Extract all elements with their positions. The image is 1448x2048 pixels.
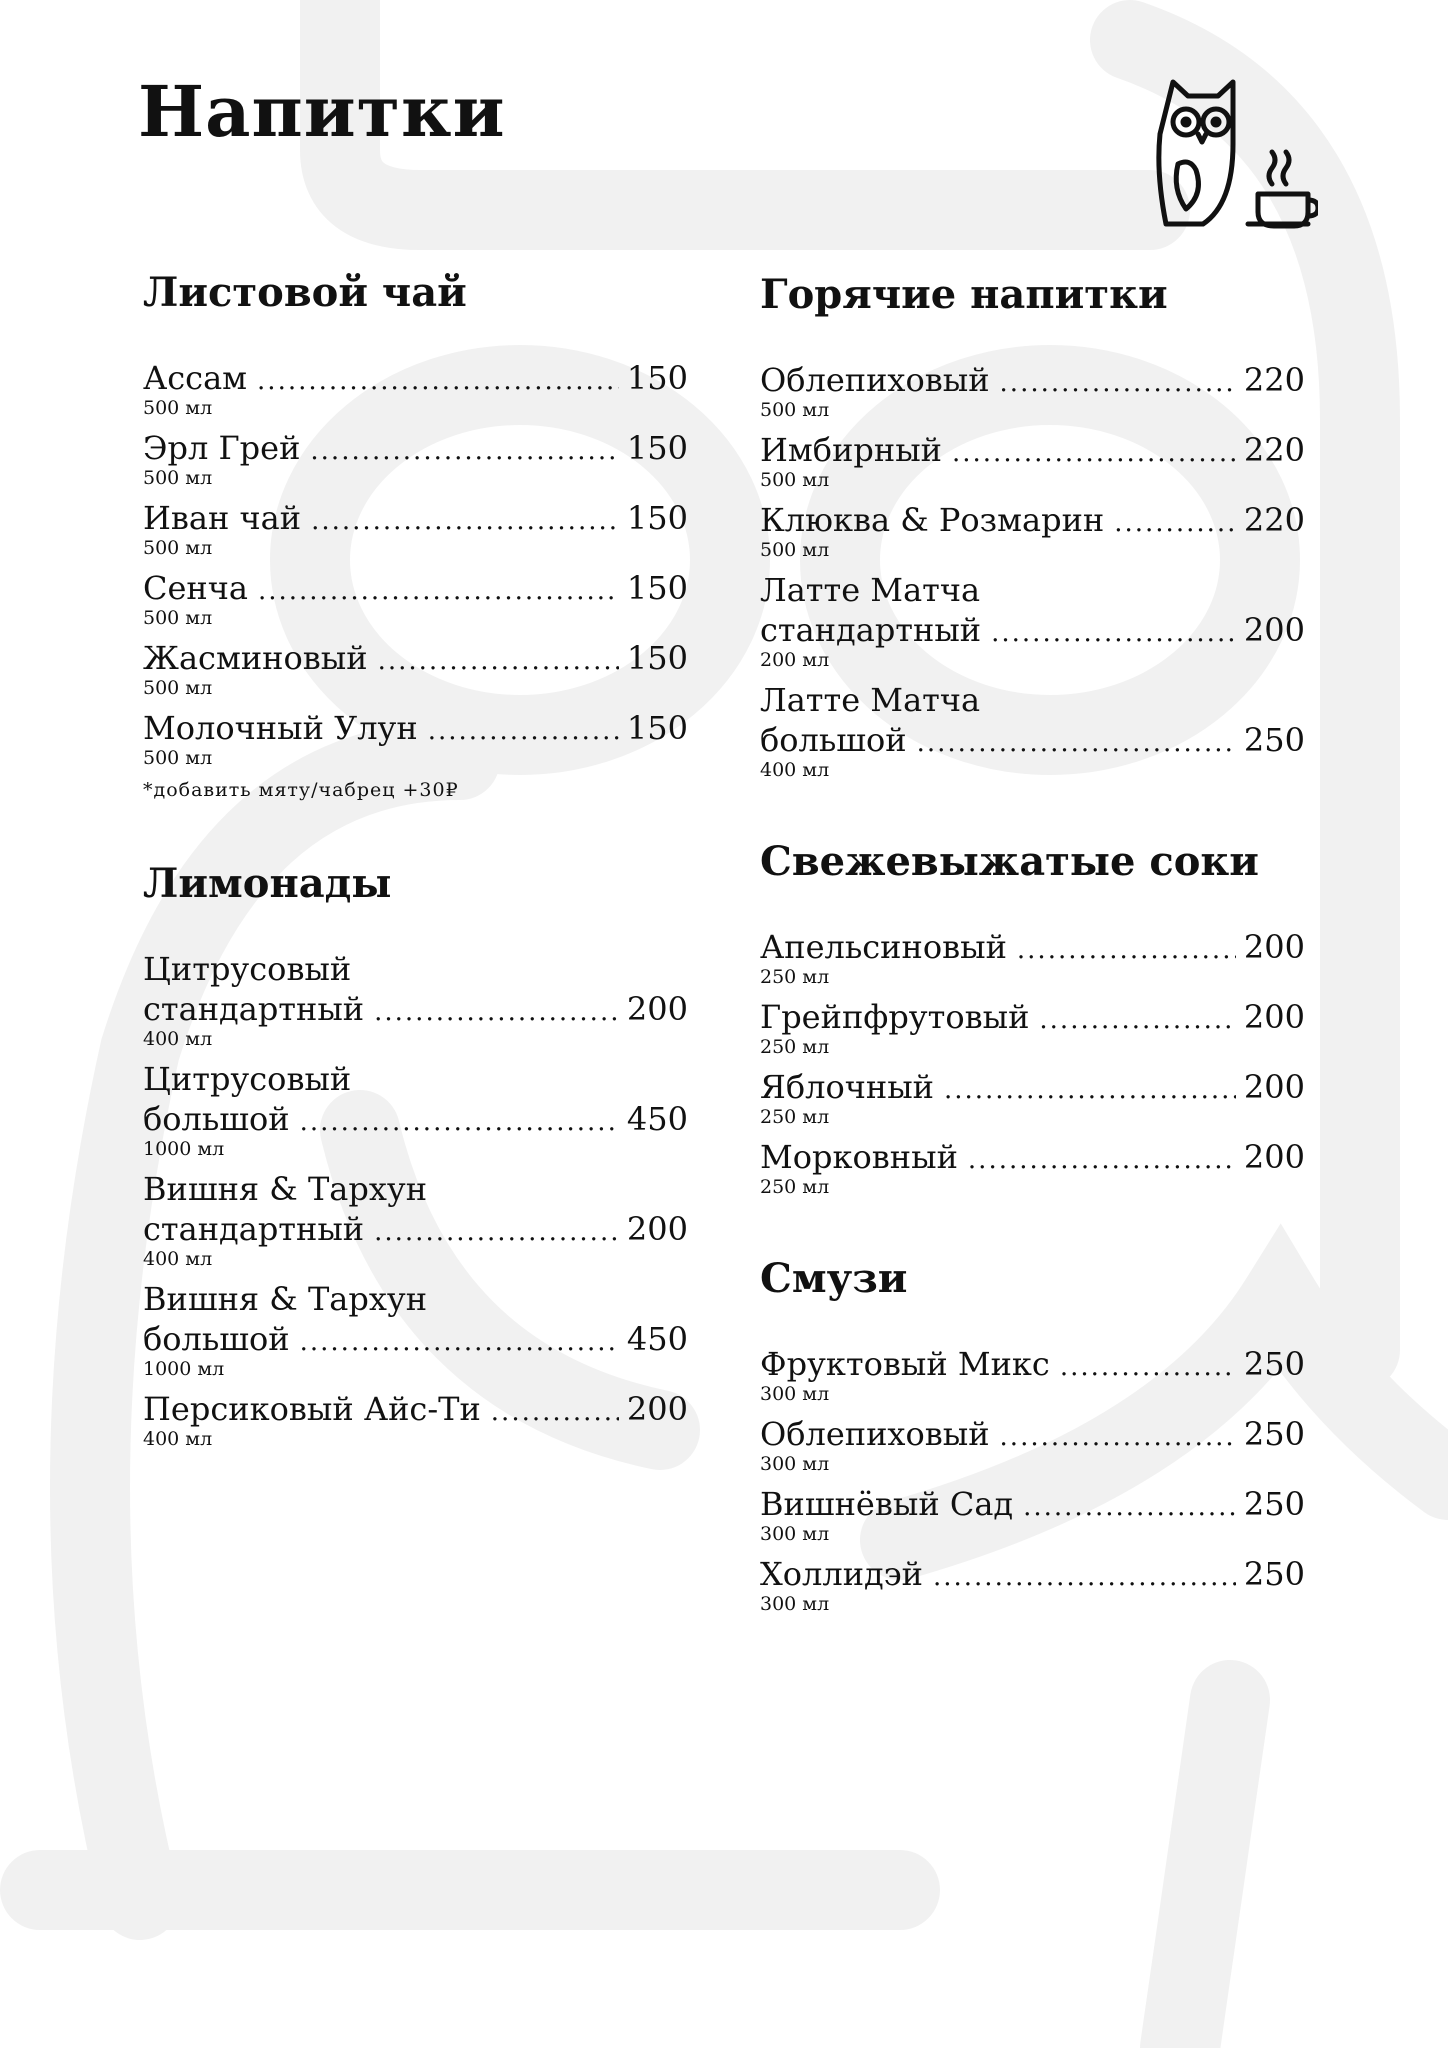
- menu-item-row: [760, 1554, 1305, 1597]
- section-leaf-tea: [143, 268, 688, 801]
- section-title-hot-drinks: Горячие напитки: [760, 271, 1168, 318]
- menu-item-price: 200: [1243, 611, 1305, 649]
- menu-item-price: 200: [626, 990, 688, 1028]
- menu-item-row: [760, 500, 1305, 543]
- menu-item-price: 250: [1243, 1485, 1305, 1523]
- menu-item-price: 220: [1243, 361, 1305, 399]
- menu-item: [760, 1414, 1305, 1473]
- menu-item-price: 150: [626, 569, 688, 607]
- menu-item: [760, 1554, 1305, 1613]
- menu-item-volume: 400 мл: [143, 1248, 213, 1270]
- menu-item-volume: 200 мл: [760, 649, 830, 671]
- menu-item-row: [143, 428, 688, 471]
- section-hot-drinks: [760, 270, 1305, 779]
- section-title-fresh-juices: Свежевыжатые соки: [760, 838, 1259, 885]
- menu-item-row: [760, 360, 1305, 403]
- menu-item-name: Персиковый Айс-Ти: [143, 1390, 481, 1428]
- menu-item-row: [143, 568, 688, 611]
- menu-item-name: Ассам: [143, 359, 248, 397]
- menu-item-price: 200: [1243, 1068, 1305, 1106]
- menu-item-volume: 500 мл: [760, 539, 830, 561]
- menu-item-row: [760, 720, 1305, 763]
- dot-leader: [991, 613, 1236, 653]
- dot-leader: [1023, 1487, 1236, 1527]
- dot-leader: [917, 723, 1236, 763]
- menu-item-row: [143, 498, 688, 541]
- menu-item-row: [143, 638, 688, 681]
- menu-item-row: [143, 989, 688, 1032]
- menu-item: [760, 1137, 1305, 1196]
- menu-item-volume: 250 мл: [760, 1176, 830, 1198]
- dot-leader: [491, 1392, 619, 1432]
- menu-item-price: 220: [1243, 431, 1305, 469]
- dot-leader: [378, 641, 619, 681]
- section-title-leaf-tea: Листовой чай: [143, 269, 467, 316]
- menu-item: [760, 1344, 1305, 1403]
- menu-item-volume: 500 мл: [143, 397, 213, 419]
- menu-item-volume: 500 мл: [143, 607, 213, 629]
- menu-item: [143, 1389, 688, 1448]
- menu-item-name: Имбирный: [760, 431, 942, 469]
- menu-item-volume: 250 мл: [760, 966, 830, 988]
- menu-item-name: Вишнёвый Сад: [760, 1485, 1014, 1523]
- dot-leader: [428, 711, 619, 751]
- menu-item-volume: 400 мл: [143, 1428, 213, 1450]
- add-mint-note: *добавить мяту/чабрец +30₽: [143, 779, 459, 801]
- menu-item-row: [143, 358, 688, 401]
- menu-item-row: [760, 1484, 1305, 1527]
- menu-item: [760, 927, 1305, 986]
- menu-item-price: 150: [626, 709, 688, 747]
- dot-leader: [257, 361, 619, 401]
- menu-item: [760, 997, 1305, 1056]
- menu-list-lemonades: [143, 949, 688, 1448]
- dot-leader: [374, 1212, 619, 1252]
- dot-leader: [374, 992, 619, 1032]
- menu-item-price: 250: [1243, 721, 1305, 759]
- section-lemonades: [143, 859, 688, 1448]
- menu-item-name: Холлидэй: [760, 1555, 923, 1593]
- dot-leader: [933, 1557, 1236, 1597]
- menu-item-price: 200: [1243, 928, 1305, 966]
- dot-leader: [1000, 1417, 1236, 1457]
- dot-leader: [1039, 1000, 1236, 1040]
- menu-item-name: Облепиховый: [760, 1415, 990, 1453]
- menu-item-volume: 500 мл: [760, 469, 830, 491]
- menu-item-name: Эрл Грей: [143, 429, 301, 467]
- menu-item: [760, 680, 1305, 779]
- menu-item-name: стандартный: [143, 990, 365, 1028]
- menu-item-volume: 400 мл: [760, 759, 830, 781]
- menu-item: [143, 1279, 688, 1378]
- menu-item: [143, 1059, 688, 1158]
- menu-item: [143, 358, 688, 417]
- menu-item-volume: 500 мл: [143, 537, 213, 559]
- menu-item-volume: 300 мл: [760, 1593, 830, 1615]
- menu-item-price: 450: [626, 1320, 688, 1358]
- menu-item-volume: 1000 мл: [143, 1358, 225, 1380]
- menu-item-row: [760, 927, 1305, 970]
- menu-item-name: большой: [143, 1100, 290, 1138]
- menu-item-price: 450: [626, 1100, 688, 1138]
- menu-item-volume: 250 мл: [760, 1106, 830, 1128]
- menu-item-row: [760, 1067, 1305, 1110]
- menu-item-volume: 250 мл: [760, 1036, 830, 1058]
- menu-item-row: [760, 610, 1305, 653]
- menu-item-price: 200: [1243, 1138, 1305, 1176]
- menu-item-price: 150: [626, 359, 688, 397]
- menu-item: [760, 500, 1305, 559]
- section-smoothies: [760, 1254, 1305, 1613]
- menu-item-row: [760, 997, 1305, 1040]
- menu-item-name: Грейпфрутовый: [760, 998, 1030, 1036]
- section-title-smoothies: Смузи: [760, 1255, 908, 1302]
- menu-list-leaf-tea: [143, 358, 688, 767]
- menu-item-name: Клюква & Розмарин: [760, 501, 1105, 539]
- section-fresh-juices: [760, 837, 1305, 1196]
- menu-item-name: Облепиховый: [760, 361, 990, 399]
- menu-list-fresh-juices: [760, 927, 1305, 1196]
- menu-item: [143, 428, 688, 487]
- menu-item-volume: 300 мл: [760, 1523, 830, 1545]
- menu-item-row: [760, 1137, 1305, 1180]
- menu-item-price: 200: [1243, 998, 1305, 1036]
- menu-item: [760, 570, 1305, 669]
- dot-leader: [1017, 930, 1236, 970]
- menu-item-volume: 1000 мл: [143, 1138, 225, 1160]
- menu-item: [143, 1169, 688, 1268]
- menu-item-name: Яблочный: [760, 1068, 934, 1106]
- menu-item-volume: 400 мл: [143, 1028, 213, 1050]
- menu-item-row: [143, 1209, 688, 1252]
- dot-leader: [258, 571, 619, 611]
- menu-item-name-line: Вишня & Тархун: [143, 1280, 428, 1318]
- menu-item-price: 150: [626, 639, 688, 677]
- menu-item: [760, 1067, 1305, 1126]
- menu-item-row: [143, 1389, 688, 1432]
- left-column: [143, 268, 688, 1506]
- menu-list-hot-drinks: [760, 360, 1305, 779]
- owl-with-tea-cup-icon: [1148, 74, 1318, 234]
- menu-item-name: Молочный Улун: [143, 709, 418, 747]
- menu-item-price: 250: [1243, 1555, 1305, 1593]
- menu-item-price: 150: [626, 429, 688, 467]
- menu-item-row: [143, 708, 688, 751]
- dot-leader: [311, 501, 619, 541]
- dot-leader: [952, 433, 1236, 473]
- menu-item-name: стандартный: [760, 611, 982, 649]
- dot-leader: [944, 1070, 1236, 1110]
- menu-item-volume: 500 мл: [143, 467, 213, 489]
- dot-leader: [300, 1322, 619, 1362]
- menu-item-name: стандартный: [143, 1210, 365, 1248]
- menu-item-name-line: Латте Матча: [760, 571, 981, 609]
- menu-item-row: [760, 430, 1305, 473]
- menu-item-row: [143, 1319, 688, 1362]
- menu-item-row: [760, 1414, 1305, 1457]
- menu-item-price: 220: [1243, 501, 1305, 539]
- menu-item: [143, 498, 688, 557]
- menu-item-name: Сенча: [143, 569, 248, 607]
- menu-item: [143, 638, 688, 697]
- menu-item: [143, 568, 688, 627]
- menu-item: [760, 1484, 1305, 1543]
- menu-item-name: Жасминовый: [143, 639, 368, 677]
- menu-item-price: 200: [626, 1210, 688, 1248]
- dot-leader: [1000, 363, 1236, 403]
- menu-item-volume: 500 мл: [143, 677, 213, 699]
- dot-leader: [1060, 1347, 1236, 1387]
- menu-item-name: Иван чай: [143, 499, 302, 537]
- menu-item-volume: 300 мл: [760, 1453, 830, 1475]
- menu-item: [760, 430, 1305, 489]
- menu-item-volume: 500 мл: [760, 399, 830, 421]
- menu-item-price: 250: [1243, 1415, 1305, 1453]
- menu-item-name-line: Цитрусовый: [143, 950, 352, 988]
- menu-item-name-line: Вишня & Тархун: [143, 1170, 428, 1208]
- menu-item-volume: 300 мл: [760, 1383, 830, 1405]
- menu-item-name-line: Латте Матча: [760, 681, 981, 719]
- menu-item-row: [760, 1344, 1305, 1387]
- dot-leader: [310, 431, 619, 471]
- menu-item-name: Апельсиновый: [760, 928, 1007, 966]
- menu-item: [143, 708, 688, 767]
- menu-item-name: Морковный: [760, 1138, 958, 1176]
- menu-item-price: 200: [626, 1390, 688, 1428]
- page-title: Напитки: [138, 70, 506, 153]
- right-column: [760, 270, 1305, 1671]
- menu-item-name: Фруктовый Микс: [760, 1345, 1050, 1383]
- section-title-lemonades: Лимонады: [143, 860, 392, 907]
- menu-item-volume: 500 мл: [143, 747, 213, 769]
- menu-item-price: 250: [1243, 1345, 1305, 1383]
- menu-item-name: большой: [143, 1320, 290, 1358]
- menu-list-smoothies: [760, 1344, 1305, 1613]
- dot-leader: [300, 1102, 619, 1142]
- menu-item: [143, 949, 688, 1048]
- menu-item-name: большой: [760, 721, 907, 759]
- dot-leader: [968, 1140, 1236, 1180]
- dot-leader: [1114, 503, 1236, 543]
- menu-item-row: [143, 1099, 688, 1142]
- menu-item-price: 150: [626, 499, 688, 537]
- menu-item: [760, 360, 1305, 419]
- menu-item-name-line: Цитрусовый: [143, 1060, 352, 1098]
